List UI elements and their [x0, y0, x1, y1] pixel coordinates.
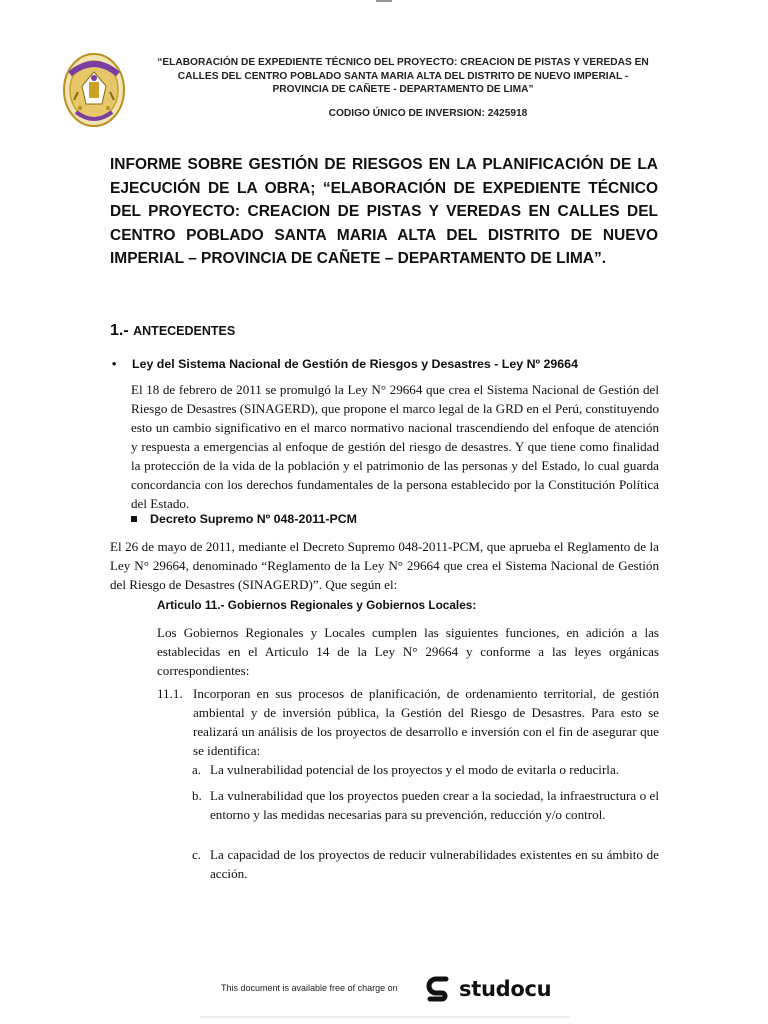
section-title: ANTECEDENTES — [133, 324, 236, 338]
bullet-decree-048-text: Decreto Supremo Nº 048-2011-PCM — [150, 512, 357, 526]
sub-item-letter: b. — [192, 788, 202, 803]
page-top-mark — [376, 0, 392, 2]
page-bottom-edge — [200, 1016, 570, 1018]
article-11-heading: Articulo 11.- Gobiernos Regionales y Gobiernos Locales: — [157, 598, 477, 612]
sub-item-text: La vulnerabilidad que los proyectos pueden crear a la sociedad, la infraestructura o el entorno y las medidas necesarias para su prevención, reducción y/o control. — [210, 788, 659, 822]
footer-note: This document is available free of charge on — [221, 983, 398, 993]
list-item-text: Incorporan en sus procesos de planificación, de ordenamiento territorial, de gestión ambiental y de inversión pública, la Gestión del Riesgo de Desastres. Para esto se realizará un análisis de los proyectos de desarrollo e inversión con el fin de asegurar que se identifica: — [193, 686, 659, 758]
bullet-law-29664-text: Ley del Sistema Nacional de Gestión de Riesgos y Desastres - Ley Nº 29664 — [132, 357, 578, 371]
bullet-marker: • — [112, 357, 117, 371]
square-bullet-icon — [131, 516, 137, 522]
sub-item-letter: c. — [192, 847, 202, 862]
bullet-law-29664 — [112, 357, 672, 371]
paragraph-decree-048: El 26 de mayo de 2011, mediante el Decreto Supremo 048-2011-PCM, que aprueba el Reglamento de la Ley N° 29664, denominado “Reglamento de la Ley N° 29664 que crea el Sistema Nacional de Gestión del Riesgo de Desastres (SINAGERD)”. Que según el: — [110, 539, 659, 592]
page-footer — [0, 968, 768, 1008]
sub-item-text: La capacidad de los proyectos de reducir vulnerabilidades existentes en su ámbito de acción. — [210, 847, 659, 881]
paragraph-article-11: Los Gobiernos Regionales y Locales cumplen las siguientes funciones, en adición a las establecidas en el Articulo 14 de la Ley N° 29664 y conforme a las leyes orgánicas correspondientes: — [157, 625, 659, 678]
sub-item-text: La vulnerabilidad potencial de los proyectos y el modo de evitarla o reducirla. — [210, 762, 620, 777]
studocu-brand-name: studocu — [459, 977, 552, 1001]
header-investment-code: CODIGO ÚNICO DE INVERSION: 2425918 — [328, 108, 528, 119]
document-title: INFORME SOBRE GESTIÓN DE RIESGOS EN LA PLANIFICACIÓN DE LA EJECUCIÓN DE LA OBRA; “ELABORACIÓN DE EXPEDIENTE TÉCNICO DEL PROYECTO: CREACION DE PISTAS Y VEREDAS EN CALLES DEL CENTRO POBLADO SANTA MARIA ALTA DEL DISTRITO DE NUEVO IMPERIAL – PROVINCIA DE CAÑETE – DEPARTAMENTO DE LIMA”. — [110, 156, 658, 268]
studocu-logo-icon — [424, 974, 454, 1004]
municipal-seal-icon — [62, 52, 126, 128]
header-project-title: “ELABORACIÓN DE EXPEDIENTE TÉCNICO DEL PROYECTO: CREACION DE PISTAS Y VEREDAS EN CALLES DEL CENTRO POBLADO SANTA MARIA ALTA DEL DISTRITO DE NUEVO IMPERIAL - PROVINCIA DE CAÑETE - DEPARTAMENTO DE LIMA” — [157, 57, 649, 96]
list-item-number: 11.1. — [157, 686, 183, 701]
paragraph-law-29664: El 18 de febrero de 2011 se promulgó la Ley N° 29664 que crea el Sistema Nacional de Gestión del Riesgo de Desastres (SINAGERD), que propone el marco legal de la GRD en el Perú, constituyendo esto un cambio significativo en el marco normativo nacional trascendiendo del enfoque de atención y respuesta a emergencias al enfoque de gestión del riesgo de desastres. Y que tiene como finalidad la protección de la vida de la población y el patrimonio de las personas y del Estado, lo cual guarda concordancia con los derechos fundamentales de la persona establecido por la Constitución Política del Estado. — [131, 382, 659, 511]
sub-item-letter: a. — [192, 762, 202, 777]
bullet-decree-048 — [131, 512, 357, 526]
studocu-brand-link[interactable] — [424, 972, 551, 1006]
section-heading — [110, 322, 235, 340]
section-number: 1.- — [110, 322, 129, 339]
